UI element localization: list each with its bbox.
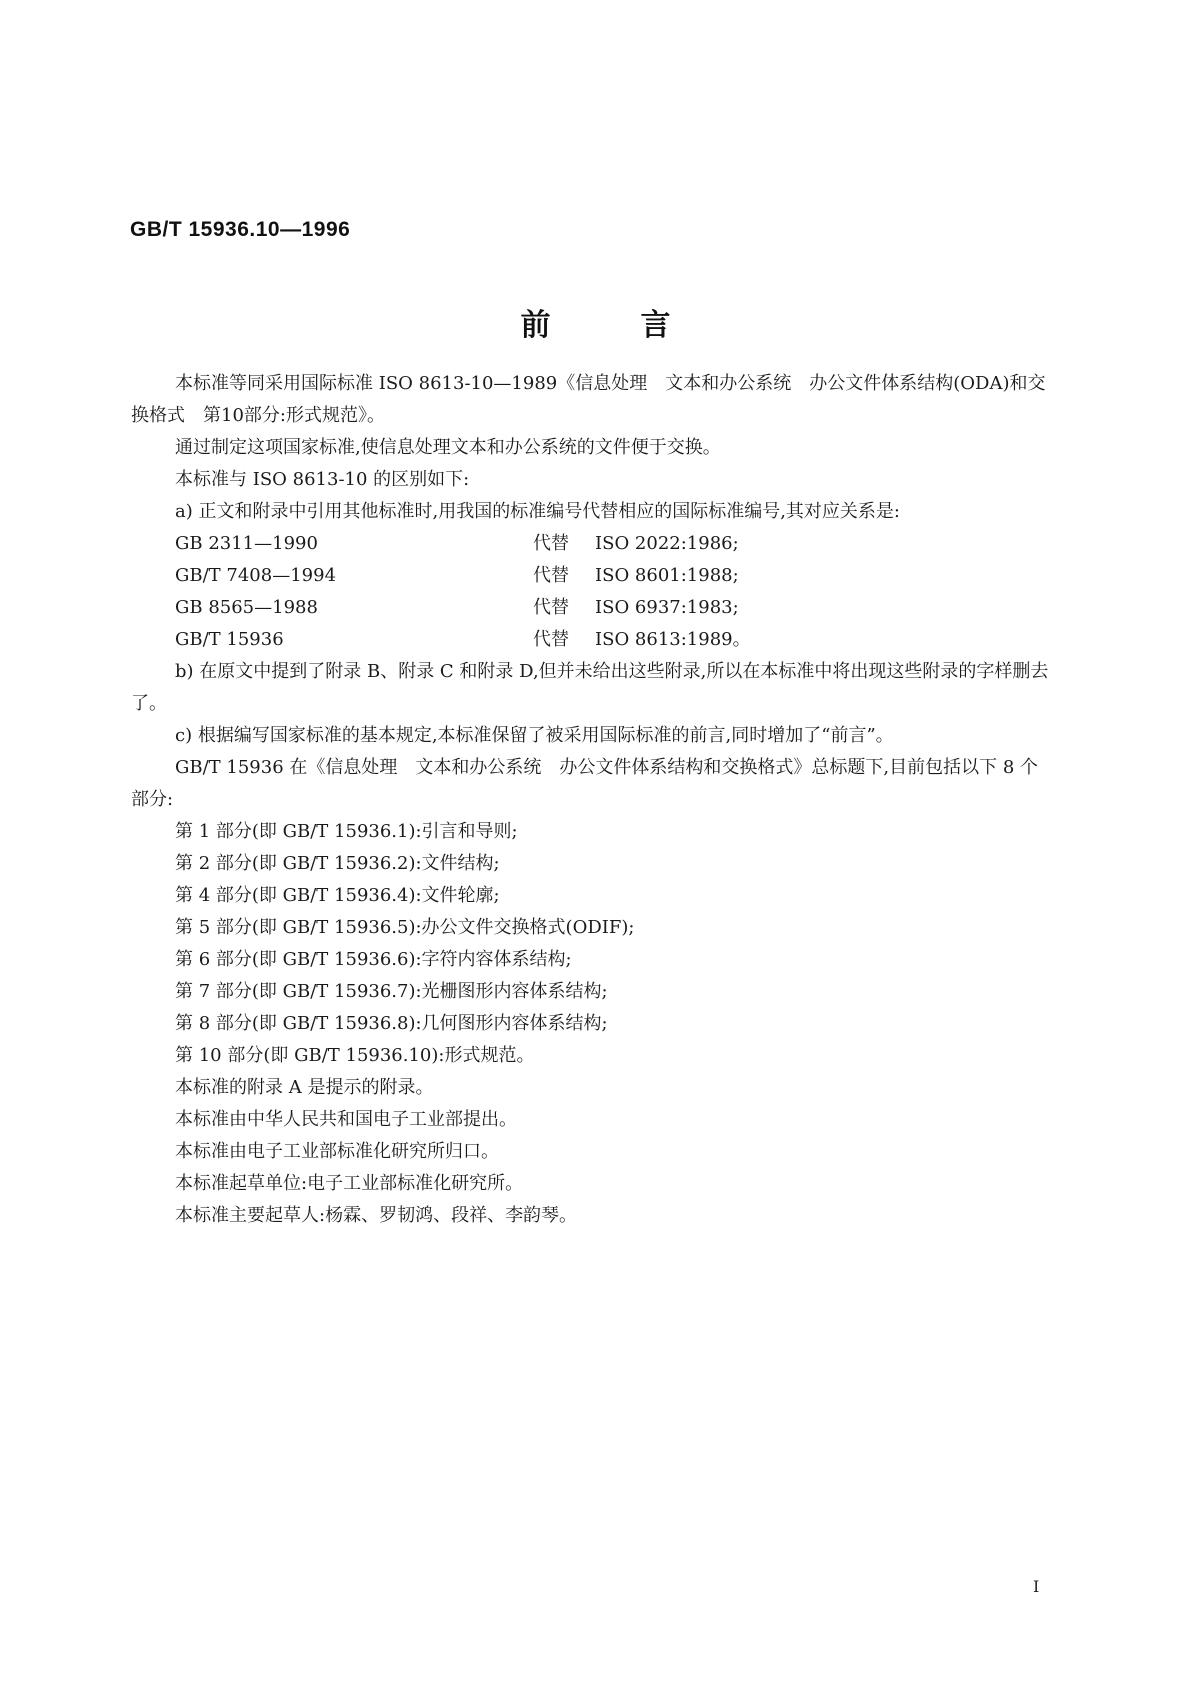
mapping-gb: GB/T 15936 [175,629,284,650]
mapping-row [175,624,1055,656]
mapping-row [175,528,1055,560]
page-title: 前言 [520,308,761,343]
paragraph-differences: 本标准与 ISO 8613-10 的区别如下: [175,469,470,490]
part-list-item: 第 4 部分(即 GB/T 15936.4):文件轮廓; [175,885,500,906]
paragraph-series: GB/T 15936 在《信息处理 文本和办公系统 办公文件体系结构和交换格式》总标题下,目前包括以下 8 个部分: [131,757,1038,810]
mapping-gb: GB 8565—1988 [175,597,318,618]
mapping-iso: ISO 6937:1983; [595,597,739,618]
part-list-item: 第 1 部分(即 GB/T 15936.1):引言和导则; [175,821,518,842]
mapping-row [175,560,1055,592]
part-list-item: 第 5 部分(即 GB/T 15936.5):办公文件交换格式(ODIF); [175,917,635,938]
closing-line: 本标准主要起草人:杨霖、罗韧鸿、段祥、李韵琴。 [175,1205,578,1226]
part-list-item: 第 6 部分(即 GB/T 15936.6):字符内容体系结构; [175,949,572,970]
part-list-item: 第 2 部分(即 GB/T 15936.2):文件结构; [175,853,500,874]
part-list-item: 第 7 部分(即 GB/T 15936.7):光栅图形内容体系结构; [175,981,608,1002]
mapping-iso: ISO 8601:1988; [595,565,739,586]
paragraph-adoption: 本标准等同采用国际标准 ISO 8613-10—1989《信息处理 文本和办公系统 办公文件体系结构(ODA)和交换格式 第10部分:形式规范》。 [131,373,1046,426]
paragraph-purpose: 通过制定这项国家标准,使信息处理文本和办公系统的文件便于交换。 [175,437,721,458]
mapping-replace: 代替 [533,533,569,554]
closing-line: 本标准起草单位:电子工业部标准化研究所。 [175,1173,524,1194]
paragraph-item-a: a) 正文和附录中引用其他标准时,用我国的标准编号代替相应的国际标准编号,其对应关系是: [175,501,900,522]
mapping-iso: ISO 8613:1989。 [595,629,751,650]
part-list-item: 第 8 部分(即 GB/T 15936.8):几何图形内容体系结构; [175,1013,608,1034]
mapping-replace: 代替 [533,597,569,618]
mapping-gb: GB/T 7408—1994 [175,565,337,586]
mapping-replace: 代替 [533,565,569,586]
page-number: I [1033,1577,1040,1596]
closing-line: 本标准由电子工业部标准化研究所归口。 [175,1141,499,1162]
closing-line: 本标准由中华人民共和国电子工业部提出。 [175,1109,517,1130]
mapping-replace: 代替 [533,629,569,650]
mapping-row [175,592,1055,624]
part-list-item: 第 10 部分(即 GB/T 15936.10):形式规范。 [175,1045,535,1066]
closing-line: 本标准的附录 A 是提示的附录。 [175,1077,434,1098]
standard-number: GB/T 15936.10—1996 [130,218,351,241]
document-body [131,368,1055,1232]
mapping-gb: GB 2311—1990 [175,533,318,554]
mapping-iso: ISO 2022:1986; [595,533,739,554]
paragraph-item-b: b) 在原文中提到了附录 B、附录 C 和附录 D,但并未给出这些附录,所以在本标准中将出现这些附录的字样删去了。 [131,661,1049,714]
paragraph-item-c: c) 根据编写国家标准的基本规定,本标准保留了被采用国际标准的前言,同时增加了“前言”。 [175,725,894,746]
